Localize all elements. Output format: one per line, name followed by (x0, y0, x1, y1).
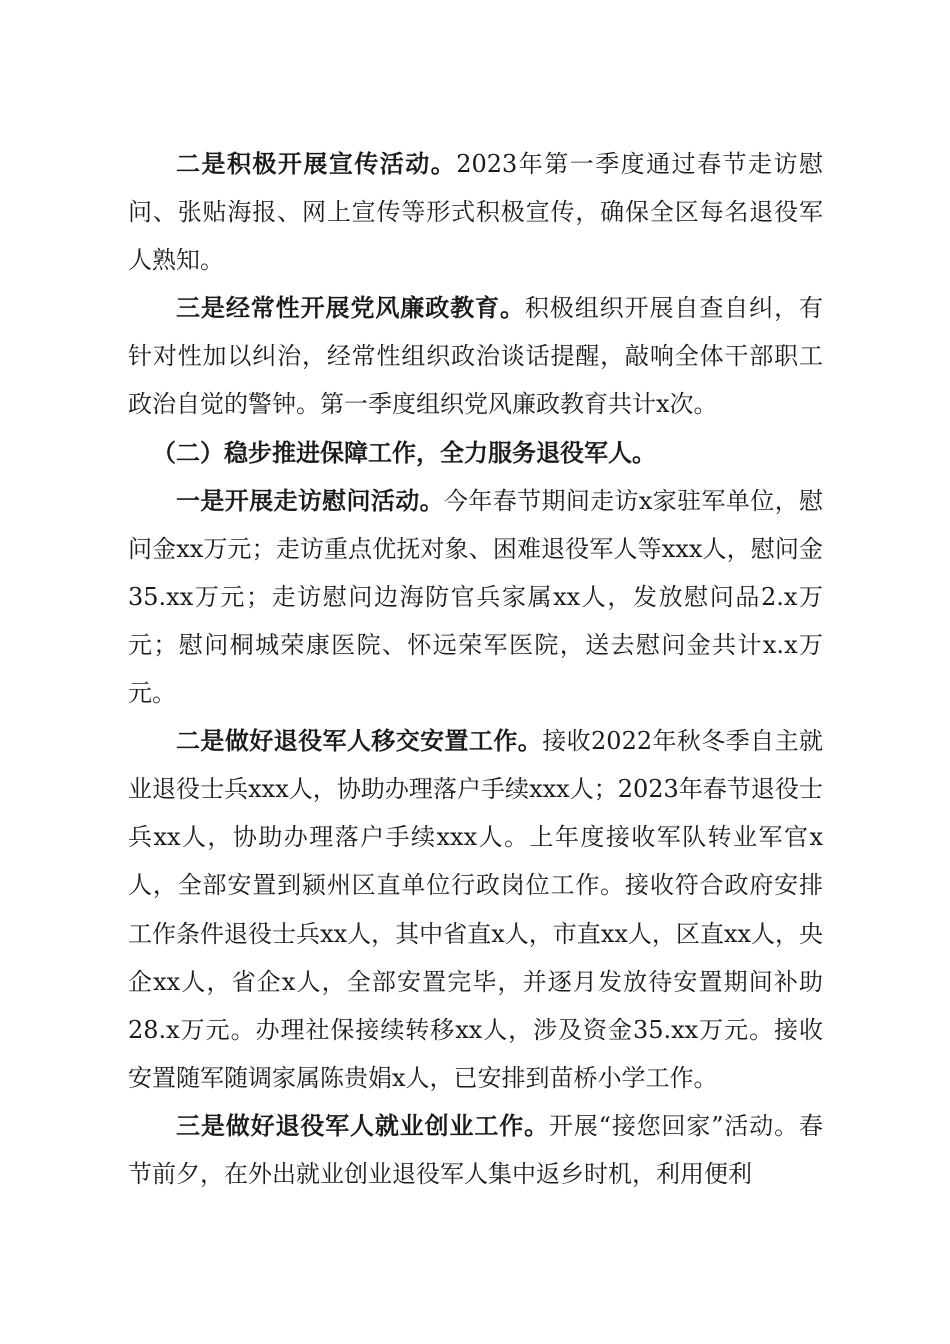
document-page (128, 140, 823, 1198)
paragraph-lead: 一是开展走访慰问活动。 (176, 486, 444, 515)
paragraph-publicity (128, 140, 823, 284)
paragraph-body: 接收2022年秋冬季自主就业退役士兵xxx人，协助办理落户手续xxx人；2023年春节退役士兵xx人，协助办理落户手续xxx人。上年度接收军队转业军官x人，全部安置到颍州区直单位行政岗位工作。接收符合政府安排工作条件退役士兵xx人，其中省直x人，市直xx人，区直xx人，央企xx人，省企x人，全部安置完毕，并逐月发放待安置期间补助28.x万元。办理社保接续转移xx人，涉及资金35.xx万元。接收安置随军随调家属陈贵娟x人，已安排到苗桥小学工作。 (128, 727, 824, 1092)
section-heading: （二）稳步推进保障工作，全力服务退役军人。 (152, 438, 656, 467)
paragraph-body: 开展“接您回家”活动。春节前夕，在外出就业创业退役军人集中返乡时机，利用便利 (128, 1111, 823, 1188)
paragraph-employment (128, 1102, 823, 1198)
paragraph-lead: 二是做好退役军人移交安置工作。 (176, 727, 543, 756)
paragraph-body: 2023年第一季度通过春节走访慰问、张贴海报、网上宣传等形式积极宣传，确保全区每名退役军人熟知。 (128, 150, 824, 275)
paragraph-lead: 二是积极开展宣传活动。 (176, 150, 457, 178)
paragraph-lead: 三是经常性开展党风廉政教育。 (176, 294, 525, 323)
paragraph-body: 今年春节期间走访x家驻军单位，慰问金xx万元；走访重点优抚对象、困难退役军人等xxx人，慰问金35.xx万元；走访慰问边海防官兵家属xx人，发放慰问品2.x万元；慰问桐城荣康医院、怀远荣军医院，送去慰问金共计x.x万元。 (128, 486, 823, 708)
paragraph-integrity-education (128, 284, 823, 428)
paragraph-lead: 三是做好退役军人就业创业工作。 (176, 1111, 549, 1140)
paragraph-resettlement (128, 717, 823, 1102)
paragraph-visits (128, 477, 823, 717)
paragraph-body: 积极组织开展自查自纠，有针对性加以纠治，经常性组织政治谈话提醒，敲响全体干部职工政治自觉的警钟。第一季度组织党风廉政教育共计x次。 (128, 294, 824, 419)
